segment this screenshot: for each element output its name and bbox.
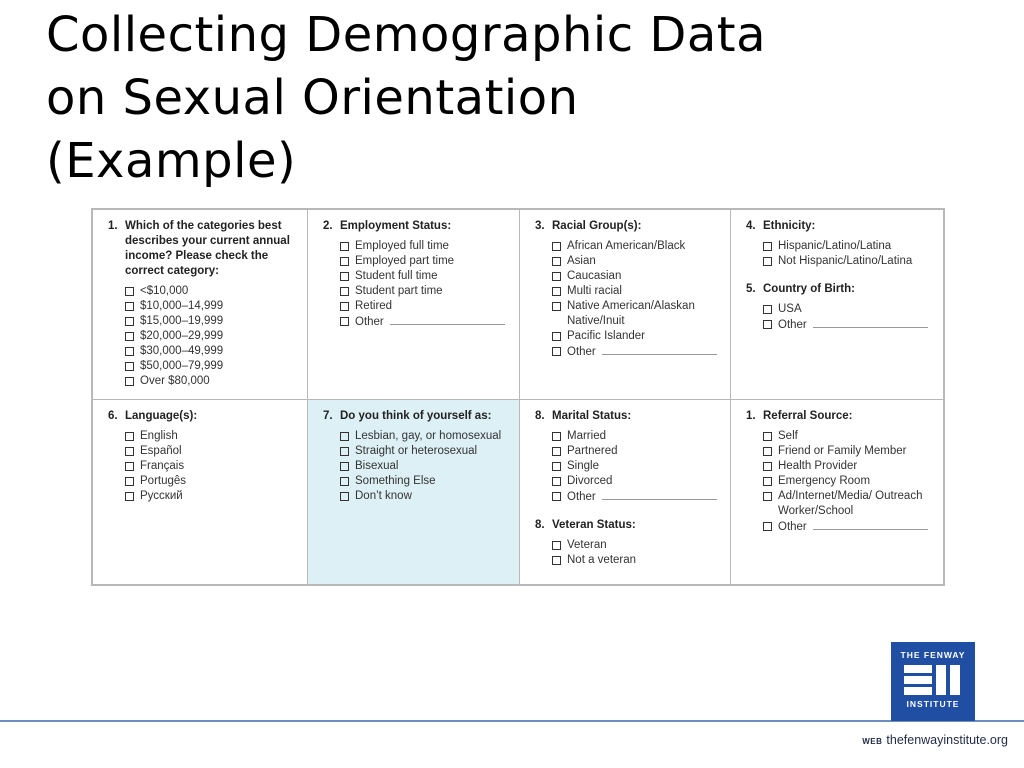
checkbox-icon[interactable] bbox=[340, 257, 349, 266]
checkbox-icon[interactable] bbox=[552, 556, 561, 565]
title-line-1: Collecting Demographic Data bbox=[46, 7, 766, 63]
checkbox-icon[interactable] bbox=[340, 317, 349, 326]
option-label: Single bbox=[567, 460, 599, 472]
checkbox-icon[interactable] bbox=[125, 462, 134, 471]
question-text: Language(s): bbox=[125, 410, 198, 422]
option-label: Français bbox=[140, 460, 185, 472]
section-language bbox=[93, 400, 308, 584]
option-item bbox=[763, 254, 937, 269]
checkbox-icon[interactable] bbox=[125, 377, 134, 386]
option-label: Portugês bbox=[140, 475, 187, 487]
option-item bbox=[340, 474, 513, 489]
option-label: $30,000–49,999 bbox=[140, 345, 224, 357]
option-label: Health Provider bbox=[778, 460, 858, 472]
option-label: Employed part time bbox=[355, 255, 455, 267]
option-item bbox=[340, 299, 513, 314]
checkbox-icon[interactable] bbox=[763, 522, 772, 531]
option-item bbox=[340, 239, 513, 254]
question-number: 1. bbox=[746, 410, 756, 422]
question-number: 8. bbox=[535, 410, 545, 422]
option-item bbox=[763, 317, 937, 333]
question-income bbox=[108, 219, 301, 279]
question-text: Ethnicity: bbox=[763, 220, 816, 232]
website-url[interactable]: thefenwayinstitute.org bbox=[886, 733, 1008, 747]
option-label: Multi racial bbox=[567, 285, 622, 297]
checkbox-icon[interactable] bbox=[552, 257, 561, 266]
checkbox-icon[interactable] bbox=[763, 257, 772, 266]
checkbox-icon[interactable] bbox=[763, 462, 772, 471]
checkbox-icon[interactable] bbox=[763, 320, 772, 329]
option-label: USA bbox=[778, 303, 802, 315]
question-veteran bbox=[535, 518, 724, 533]
checkbox-icon[interactable] bbox=[340, 492, 349, 501]
option-item bbox=[552, 444, 724, 459]
option-label: $15,000–19,999 bbox=[140, 315, 224, 327]
option-label: Hispanic/Latino/Latina bbox=[778, 240, 892, 252]
option-item bbox=[552, 254, 724, 269]
checkbox-icon[interactable] bbox=[125, 492, 134, 501]
options-list bbox=[340, 429, 513, 504]
option-label: Straight or heterosexual bbox=[355, 445, 478, 457]
checkbox-icon[interactable] bbox=[340, 302, 349, 311]
logo-top-text: THE FENWAY bbox=[900, 650, 966, 660]
checkbox-icon[interactable] bbox=[340, 287, 349, 296]
option-item bbox=[340, 459, 513, 474]
checkbox-icon[interactable] bbox=[552, 492, 561, 501]
checkbox-icon[interactable] bbox=[552, 287, 561, 296]
checkbox-icon[interactable] bbox=[340, 462, 349, 471]
option-item bbox=[552, 329, 724, 344]
other-write-in-line[interactable] bbox=[390, 314, 505, 325]
option-item bbox=[763, 302, 937, 317]
option-item bbox=[552, 538, 724, 553]
other-write-in-line[interactable] bbox=[813, 519, 928, 530]
question-number: 7. bbox=[323, 410, 333, 422]
checkbox-icon[interactable] bbox=[552, 432, 561, 441]
question-number: 6. bbox=[108, 410, 118, 422]
option-item bbox=[552, 284, 724, 299]
option-label: Veteran bbox=[567, 539, 607, 551]
option-label: Other bbox=[567, 346, 596, 358]
options-list bbox=[125, 284, 301, 389]
option-item bbox=[125, 374, 301, 389]
other-write-in-line[interactable] bbox=[602, 344, 717, 355]
footer-divider bbox=[0, 720, 1024, 722]
checkbox-icon[interactable] bbox=[125, 317, 134, 326]
checkbox-icon[interactable] bbox=[340, 432, 349, 441]
option-label: Other bbox=[355, 316, 384, 328]
section-referral bbox=[731, 400, 943, 584]
option-item bbox=[125, 284, 301, 299]
option-item bbox=[340, 429, 513, 444]
question-text: Employment Status: bbox=[340, 220, 452, 232]
option-label: Student part time bbox=[355, 285, 443, 297]
question-number: 5. bbox=[746, 283, 756, 295]
section-income bbox=[93, 210, 308, 400]
option-item bbox=[552, 269, 724, 284]
question-text: Country of Birth: bbox=[763, 283, 855, 295]
section-employment bbox=[308, 210, 520, 400]
option-label: $10,000–14,999 bbox=[140, 300, 224, 312]
option-label: $20,000–29,999 bbox=[140, 330, 224, 342]
option-item bbox=[125, 359, 301, 374]
option-item bbox=[340, 444, 513, 459]
option-item bbox=[763, 459, 937, 474]
option-item bbox=[340, 284, 513, 299]
checkbox-icon[interactable] bbox=[763, 477, 772, 486]
question-text: Referral Source: bbox=[763, 410, 853, 422]
option-item bbox=[125, 299, 301, 314]
checkbox-icon[interactable] bbox=[763, 242, 772, 251]
checkbox-icon[interactable] bbox=[125, 477, 134, 486]
option-label: Asian bbox=[567, 255, 596, 267]
options-list bbox=[552, 239, 724, 360]
options-list bbox=[763, 239, 937, 269]
option-item bbox=[763, 444, 937, 459]
option-label: Bisexual bbox=[355, 460, 399, 472]
checkbox-icon[interactable] bbox=[763, 432, 772, 441]
other-write-in-line[interactable] bbox=[602, 489, 717, 500]
checkbox-icon[interactable] bbox=[552, 302, 561, 311]
option-item bbox=[125, 344, 301, 359]
option-item bbox=[125, 474, 301, 489]
footer-website bbox=[862, 733, 1008, 747]
checkbox-icon[interactable] bbox=[125, 432, 134, 441]
checkbox-icon[interactable] bbox=[340, 447, 349, 456]
checkbox-icon[interactable] bbox=[763, 447, 772, 456]
option-item bbox=[552, 474, 724, 489]
checkbox-icon[interactable] bbox=[552, 242, 561, 251]
question-referral bbox=[746, 409, 937, 424]
option-item bbox=[125, 329, 301, 344]
question-text: Which of the categories best describes your current annual income? Please check the correct category: bbox=[125, 220, 290, 277]
option-label: Over $80,000 bbox=[140, 375, 210, 387]
section-marital-veteran bbox=[520, 400, 731, 584]
checkbox-icon[interactable] bbox=[552, 272, 561, 281]
question-text: Racial Group(s): bbox=[552, 220, 642, 232]
option-item bbox=[552, 489, 724, 505]
question-birth bbox=[746, 282, 937, 297]
checkbox-icon[interactable] bbox=[125, 332, 134, 341]
question-marital bbox=[535, 409, 724, 424]
option-label: Retired bbox=[355, 300, 393, 312]
title-line-2: on Sexual Orientation bbox=[46, 70, 579, 126]
checkbox-icon[interactable] bbox=[763, 305, 772, 314]
checkbox-icon[interactable] bbox=[763, 492, 772, 501]
option-label: English bbox=[140, 430, 178, 442]
option-label: Lesbian, gay, or homosexual bbox=[355, 430, 502, 442]
option-label: Employed full time bbox=[355, 240, 449, 252]
options-list bbox=[340, 239, 513, 330]
option-item bbox=[125, 429, 301, 444]
demographic-form bbox=[91, 208, 945, 586]
option-item bbox=[340, 489, 513, 504]
options-list bbox=[552, 429, 724, 505]
option-label: Friend or Family Member bbox=[778, 445, 907, 457]
option-item bbox=[125, 444, 301, 459]
question-number: 3. bbox=[535, 220, 545, 232]
options-list bbox=[763, 429, 937, 535]
other-write-in-line[interactable] bbox=[813, 317, 928, 328]
option-label: Русский bbox=[140, 490, 183, 502]
checkbox-icon[interactable] bbox=[340, 242, 349, 251]
checkbox-icon[interactable] bbox=[552, 347, 561, 356]
option-item bbox=[552, 299, 724, 329]
fenway-logo bbox=[891, 642, 975, 721]
option-label: Other bbox=[778, 521, 807, 533]
option-item bbox=[552, 553, 724, 568]
question-number: 8. bbox=[535, 519, 545, 531]
checkbox-icon[interactable] bbox=[552, 477, 561, 486]
option-item bbox=[340, 314, 513, 330]
option-label: Emergency Room bbox=[778, 475, 871, 487]
option-label: Something Else bbox=[355, 475, 436, 487]
option-item bbox=[763, 429, 937, 444]
checkbox-icon[interactable] bbox=[125, 287, 134, 296]
option-label: Caucasian bbox=[567, 270, 622, 282]
option-label: Divorced bbox=[567, 475, 613, 487]
option-item bbox=[340, 269, 513, 284]
question-number: 4. bbox=[746, 220, 756, 232]
option-label: Partnered bbox=[567, 445, 618, 457]
option-item bbox=[763, 474, 937, 489]
options-list bbox=[125, 429, 301, 504]
option-item bbox=[125, 314, 301, 329]
question-ethnicity bbox=[746, 219, 937, 234]
option-item bbox=[552, 429, 724, 444]
option-label: Pacific Islander bbox=[567, 330, 645, 342]
title-line-3: (Example) bbox=[46, 133, 297, 189]
checkbox-icon[interactable] bbox=[125, 347, 134, 356]
option-item bbox=[552, 459, 724, 474]
section-ethnicity-birth bbox=[731, 210, 943, 400]
question-text: Veteran Status: bbox=[552, 519, 636, 531]
option-label: Not Hispanic/Latino/Latina bbox=[778, 255, 913, 267]
option-label: Not a veteran bbox=[567, 554, 637, 566]
options-list bbox=[552, 538, 724, 568]
section-racial-group bbox=[520, 210, 731, 400]
question-number: 1. bbox=[108, 220, 118, 232]
option-label: Español bbox=[140, 445, 182, 457]
checkbox-icon[interactable] bbox=[552, 447, 561, 456]
option-label: Don’t know bbox=[355, 490, 412, 502]
option-item bbox=[125, 489, 301, 504]
option-label: <$10,000 bbox=[140, 285, 189, 297]
question-orientation bbox=[323, 409, 513, 424]
option-item bbox=[763, 519, 937, 535]
checkbox-icon[interactable] bbox=[340, 477, 349, 486]
checkbox-icon[interactable] bbox=[552, 462, 561, 471]
slide-title bbox=[46, 4, 946, 193]
option-item bbox=[763, 239, 937, 254]
checkbox-icon[interactable] bbox=[552, 541, 561, 550]
option-item bbox=[340, 254, 513, 269]
option-item bbox=[763, 489, 937, 519]
logo-mark-icon bbox=[904, 665, 962, 695]
checkbox-icon[interactable] bbox=[125, 302, 134, 311]
option-label: Other bbox=[567, 491, 596, 503]
option-label: Married bbox=[567, 430, 606, 442]
question-text: Marital Status: bbox=[552, 410, 632, 422]
option-label: Student full time bbox=[355, 270, 438, 282]
option-label: Other bbox=[778, 319, 807, 331]
option-item bbox=[552, 344, 724, 360]
checkbox-icon[interactable] bbox=[125, 362, 134, 371]
options-list bbox=[763, 302, 937, 333]
question-employment bbox=[323, 219, 513, 234]
option-label: $50,000–79,999 bbox=[140, 360, 224, 372]
option-label: African American/Black bbox=[567, 240, 686, 252]
option-label: Ad/Internet/Media/ Outreach Worker/School bbox=[778, 490, 923, 517]
option-label: Self bbox=[778, 430, 798, 442]
logo-bottom-text: INSTITUTE bbox=[906, 699, 960, 709]
option-item bbox=[125, 459, 301, 474]
section-sexual-orientation bbox=[308, 400, 520, 584]
checkbox-icon[interactable] bbox=[552, 332, 561, 341]
option-item bbox=[552, 239, 724, 254]
checkbox-icon[interactable] bbox=[340, 272, 349, 281]
option-label: Native American/Alaskan Native/Inuit bbox=[567, 300, 695, 327]
web-label: WEB bbox=[862, 737, 883, 746]
question-racial bbox=[535, 219, 724, 234]
question-text: Do you think of yourself as: bbox=[340, 410, 492, 422]
question-number: 2. bbox=[323, 220, 333, 232]
question-language bbox=[108, 409, 301, 424]
checkbox-icon[interactable] bbox=[125, 447, 134, 456]
